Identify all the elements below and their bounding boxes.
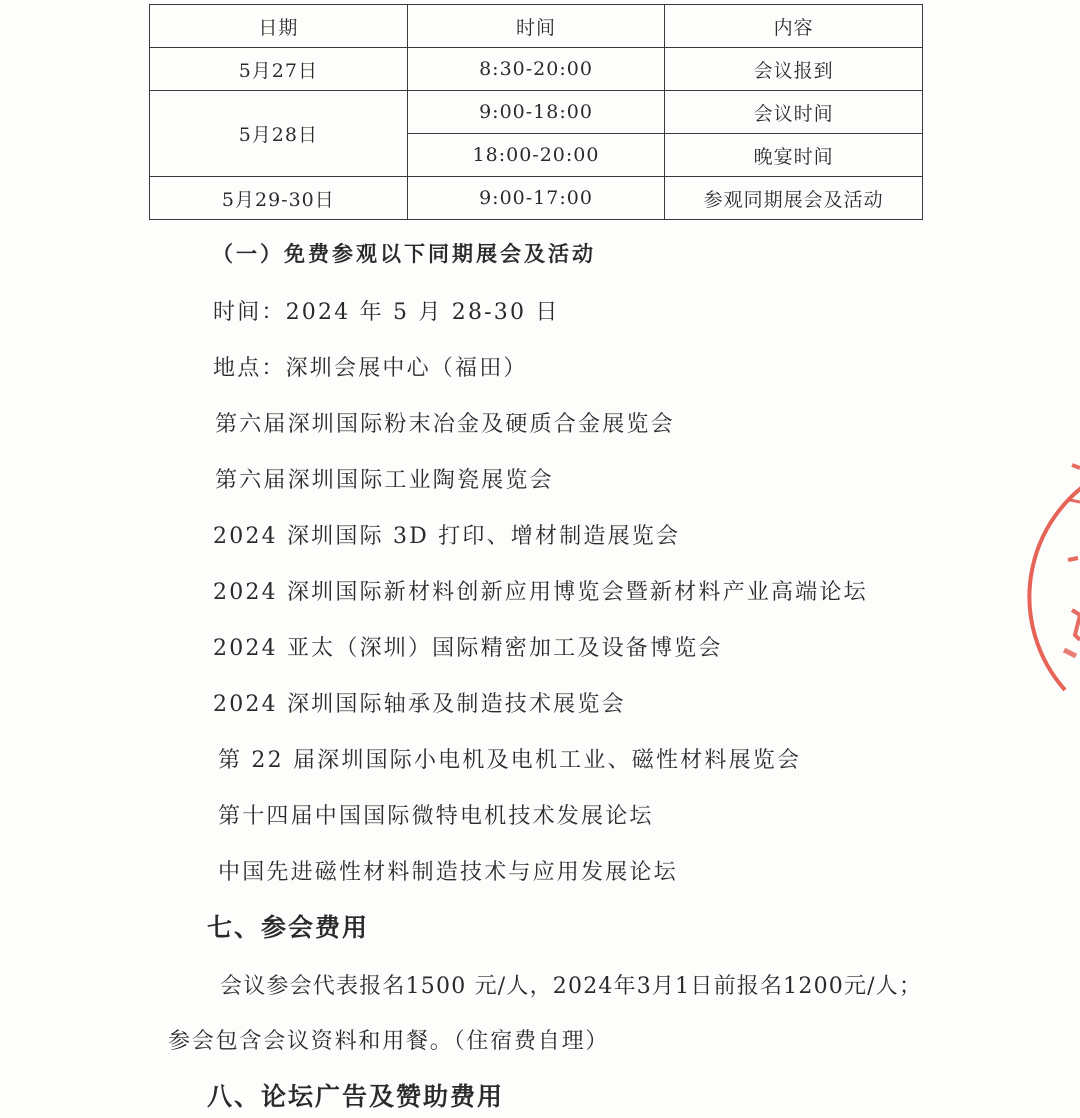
cell-content: 会议时间	[665, 91, 923, 134]
cell-content: 参观同期展会及活动	[665, 177, 923, 220]
red-seal-stamp	[1020, 440, 1080, 700]
list-item: 2024 深圳国际轴承及制造技术展览会	[213, 692, 626, 717]
table-row	[150, 177, 923, 220]
fees-line-2: 参会包含会议资料和用餐。（住宿费自理）	[168, 1029, 610, 1054]
list-item: 第 22 届深圳国际小电机及电机工业、磁性材料展览会	[218, 748, 802, 773]
list-item: 中国先进磁性材料制造技术与应用发展论坛	[218, 860, 678, 885]
cell-time: 9:00-17:00	[407, 177, 665, 220]
list-item: 2024 深圳国际新材料创新应用博览会暨新材料产业高端论坛	[213, 580, 868, 605]
list-item: 第六届深圳国际粉末冶金及硬质合金展览会	[215, 412, 675, 437]
list-item: 第六届深圳国际工业陶瓷展览会	[215, 468, 554, 493]
cell-time: 8:30-20:00	[407, 48, 665, 91]
cell-time: 9:00-18:00	[407, 91, 665, 134]
cell-time: 18:00-20:00	[407, 134, 665, 177]
seal-stamp-icon	[1020, 440, 1080, 700]
exhibits-place: 地点：深圳会展中心（福田）	[213, 356, 528, 381]
list-item: 2024 亚太（深圳）国际精密加工及设备博览会	[213, 636, 723, 661]
list-item: 2024 深圳国际 3D 打印、增材制造展览会	[213, 524, 681, 549]
exhibits-time: 时间：2024 年 5 月 28-30 日	[213, 300, 560, 325]
cell-content: 会议报到	[665, 48, 923, 91]
list-item: 第十四届中国国际微特电机技术发展论坛	[218, 804, 654, 829]
exhibits-heading: （一）免费参观以下同期展会及活动	[212, 242, 596, 266]
header-time: 时间	[407, 5, 665, 48]
table-row	[150, 48, 923, 91]
fees-line-1: 会议参会代表报名1500 元/人，2024年3月1日前报名1200元/人；	[220, 974, 923, 999]
cell-date: 5月29-30日	[150, 177, 408, 220]
fees-heading: 七、参会费用	[207, 913, 370, 942]
ads-heading: 八、论坛广告及赞助费用	[207, 1082, 505, 1111]
schedule-table	[149, 4, 923, 220]
table-header-row	[150, 5, 923, 48]
cell-content: 晚宴时间	[665, 134, 923, 177]
cell-date: 5月27日	[150, 48, 408, 91]
table-row	[150, 91, 923, 134]
header-date: 日期	[150, 5, 408, 48]
cell-date: 5月28日	[150, 91, 408, 177]
header-content: 内容	[665, 5, 923, 48]
